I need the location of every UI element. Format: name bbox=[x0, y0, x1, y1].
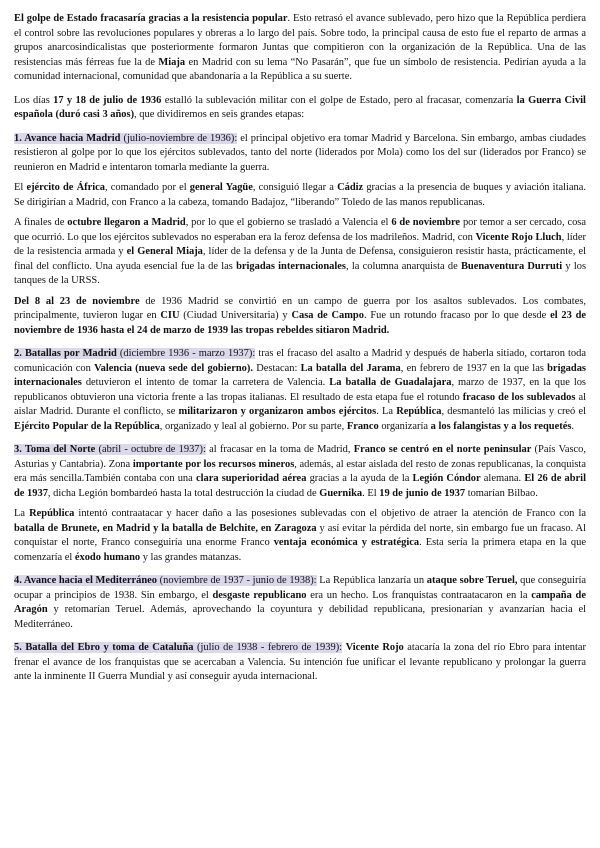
bold-text: El golpe de Estado fracasaría gracias a la resistencia popular bbox=[14, 13, 288, 24]
section-1-heading: 1. Avance hacia Madrid (julio-noviembre de 1936): bbox=[14, 132, 238, 144]
section-3-republic-paragraph: La República intentó contraatacar y hacer daño a las posesiones sublevadas con el objetivo de atraer la atención de Franco con la batalla de Brunete, en Madrid y la batalla de Belchite, en Zaragoza y así evitar la pérdida del norte, sin embargo fue un fracaso. Al conquistar el norte, Franco conseguiría una enorme Franco ventaja económica y estratégica. Esta sería la primera etapa en la que comenzaría el éxodo humano y las grandes matanzas. bbox=[14, 508, 586, 563]
section-1-november-paragraph: Del 8 al 23 de noviembre de 1936 Madrid se convirtió en un campo de guerra por los asaltos sublevados. Los combates, principalmente, tuvieron lugar en CIU (Ciudad Universitaria) y Casa de Campo. Fue un rotundo fracaso por lo que desde el 23 de noviembre de 1936 hasta el 24 de marzo de 1939 las tropas rebeldes sitiaron Madrid. bbox=[14, 295, 587, 336]
intro-paragraph: El golpe de Estado fracasaría gracias a la resistencia popular. Esto retrasó el avance sublevado, pero hizo que la República perdiera el control sobre las revoluciones populares y obreras a lo largo del país. Sobre todo, la principal causa de esto fue el reparto de armas a grupos anarcosindicalistas que posteriormente formaron Juntas que compitieron con la organización de la República. Una de las resistencias más férreas fue la de Miaja en Madrid con su lema “No Pasarán”, que fue un símbolo de resistencia. Pedirían ayuda a la comunidad internacional, comunidad que abandonaría a la República a su suerte. bbox=[14, 13, 586, 82]
section-4-heading: 4. Avance hacia el Mediterráneo (noviembre de 1937 - junio de 1938): bbox=[14, 575, 317, 586]
section-2-heading: 2. Batallas por Madrid (diciembre 1936 - marzo 1937): bbox=[14, 348, 256, 359]
section-5-paragraph: 5. Batalla del Ebro y toma de Cataluña (julio de 1938 - febrero de 1939): Vicente Rojo atacaría la zona del río Ebro para intentar frenar el avance de los franquistas que se acercaban a Valencia. Su intención fue unificar el levante republicano y prolongar la guerra ante la inminente II Guerra Mundial y así conseguir ayuda internacional. bbox=[14, 642, 586, 682]
section-3-heading: 3. Toma del Norte (abril - octubre de 1937): bbox=[14, 444, 206, 455]
section-2-paragraph: 2. Batallas por Madrid (diciembre 1936 - marzo 1937): tras el fracaso del asalto a Madrid y después de haberla sitiado, cortaron toda comunicación con Valencia (nueva sede del gobierno). Destacan: La batalla del Jarama, en febrero de 1937 en la que las brigadas internacionales detuvieron el intento de tomar la carretera de Valencia. La batalla de Guadalajara, marzo de 1937, en la que los republicanos obtuvieron una victoria frente a las tropas italianas. El resultado de esta etapa fue el rotundo fracaso de los sublevados al aislar Madrid. Durante el conflicto, se militarizaron y organizaron ambos ejércitos. La República, desmanteló las milicias y creó el Ejército Popular de la República, organizado y leal al gobierno. Por su parte, Franco organizaría a los falangistas y a los requetés. bbox=[14, 348, 587, 432]
section-5-heading: 5. Batalla del Ebro y toma de Cataluña (julio de 1938 - febrero de 1939): bbox=[14, 642, 343, 653]
stages-intro-paragraph: Los días 17 y 18 de julio de 1936 estalló la sublevación militar con el golpe de Estado, pero al fracasar, comenzaría la Guerra Civil española (duró casi 3 años), que dividiremos en seis grandes etapas: bbox=[14, 94, 586, 120]
section-1-october-paragraph: A finales de octubre llegaron a Madrid, por lo que el gobierno se trasladó a Valencia el 6 de noviembre por temor a ser cercado, cosa que ocurrió. Lo que los ejércitos sublevados no esperaban era la feroz defensa de los madrileños. Madrid, con Vicente Rojo Lluch, líder de la resistencia armada y el General Miaja, líder de la defensa y de la Junta de Defensa, consiguieron resistir hasta, prácticamente, el final del conflicto. Una ayuda esencial fue la de las brigadas internacionales, la columna anarquista de Buenaventura Durruti y los tanques de la URSS. bbox=[14, 217, 587, 286]
section-1-paragraph: 1. Avance hacia Madrid (julio-noviembre de 1936): el principal objetivo era tomar Madrid y Barcelona. Sin embargo, ambas ciudades resistieron al golpe por lo que los ejércitos sublevados, tanto del norte (liderados por Mola) como los del sur (liderados por Franco) se reunieron en Madrid e intentaron tomarla mediante la guerra. bbox=[14, 132, 586, 173]
section-3-paragraph: 3. Toma del Norte (abril - octubre de 1937): al fracasar en la toma de Madrid, Franco se centró en el norte peninsular (País Vasco, Asturias y Cantabria). Zona importante por los recursos mineros, además, al estar aislada del resto de zonas republicanas, la conquista era más sencilla.También contaba con una clara superioridad aérea gracias a la ayuda de la Legión Cóndor alemana. El 26 de abril de 1937, dicha Legión bombardeó hasta la total destrucción la ciudad de Guernika. El 19 de junio de 1937 tomarían Bilbao. bbox=[14, 444, 586, 499]
section-4-paragraph: 4. Avance hacia el Mediterráneo (noviembre de 1937 - junio de 1938): La República lanzaría un ataque sobre Teruel, que conseguiría ocupar a principios de 1938. Sin embargo, el desgaste republicano era un hecho. Los franquistas contraatacaron en la campaña de Aragón y retomarían Teruel. Además, aprovechando la coyuntura y debilidad republicana, presionarían y avanzarían hacia el Mediterráneo. bbox=[14, 575, 587, 630]
section-1-africa-paragraph: El ejército de África, comandado por el general Yagüe, consiguió llegar a Cádiz gracias a la presencia de buques y aviación italiana. Se dirigirían a Madrid, con Franco a la cabeza, tomando Badajoz, “liberando” Toledo de las manos republicanas. bbox=[14, 182, 587, 208]
